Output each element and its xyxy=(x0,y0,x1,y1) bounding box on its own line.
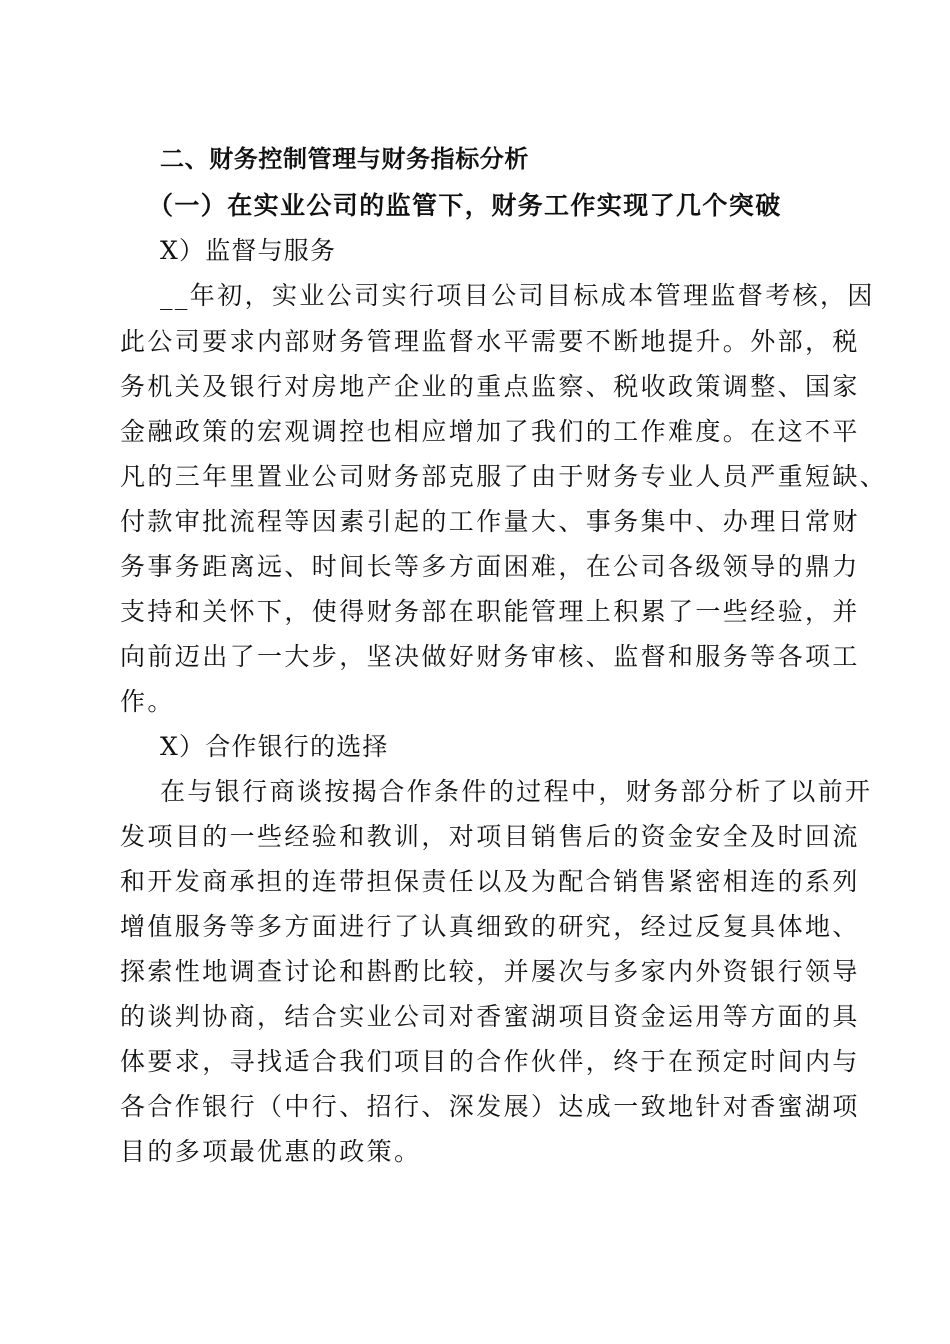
paragraph-line: 务机关及银行对房地产企业的重点监察、税收政策调整、国家 xyxy=(120,372,860,401)
paragraph-line: 发项目的一些经验和教训，对项目销售后的资金安全及时回流 xyxy=(120,822,860,851)
paragraph-line: 务事务距离远、时间长等多方面困难，在公司各级领导的鼎力 xyxy=(120,552,860,581)
paragraph-line: __年初，实业公司实行项目公司目标成本管理监督考核，因 xyxy=(160,281,875,310)
paragraph-line: 各合作银行（中行、招行、深发展）达成一致地针对香蜜湖项 xyxy=(120,1092,860,1121)
paragraph-line: 体要求，寻找适合我们项目的合作伙伴，终于在预定时间内与 xyxy=(120,1047,860,1076)
paragraph-line: 凡的三年里置业公司财务部克服了由于财务专业人员严重短缺、 xyxy=(120,462,888,491)
section-title: 二、财务控制管理与财务指标分析 xyxy=(160,144,529,173)
paragraph-line: 付款审批流程等因素引起的工作量大、事务集中、办理日常财 xyxy=(120,507,860,536)
item-heading-bank-selection: X）合作银行的选择 xyxy=(160,732,389,761)
paragraph-line: 此公司要求内部财务管理监督水平需要不断地提升。外部，税 xyxy=(120,327,860,356)
paragraph-line: 金融政策的宏观调控也相应增加了我们的工作难度。在这不平 xyxy=(120,417,860,446)
paragraph-line: 探索性地调查讨论和斟酌比较，并屡次与多家内外资银行领导 xyxy=(120,957,860,986)
paragraph-line: 在与银行商谈按揭合作条件的过程中，财务部分析了以前开 xyxy=(160,777,873,806)
paragraph-line: 作。 xyxy=(120,687,175,716)
paragraph-line: 支持和关怀下，使得财务部在职能管理上积累了一些经验，并 xyxy=(120,597,860,626)
paragraph-line: 和开发商承担的连带担保责任以及为配合销售紧密相连的系列 xyxy=(120,867,860,896)
subsection-title: （一）在实业公司的监管下，财务工作实现了几个突破 xyxy=(148,191,782,220)
paragraph-line: 向前迈出了一大步，坚决做好财务审核、监督和服务等各项工 xyxy=(120,642,860,671)
item-heading-supervision: X）监督与服务 xyxy=(160,236,337,265)
paragraph-line: 的谈判协商，结合实业公司对香蜜湖项目资金运用等方面的具 xyxy=(120,1002,860,1031)
paragraph-line: 增值服务等多方面进行了认真细致的研究，经过反复具体地、 xyxy=(120,912,860,941)
paragraph-line: 目的多项最优惠的政策。 xyxy=(120,1137,422,1166)
